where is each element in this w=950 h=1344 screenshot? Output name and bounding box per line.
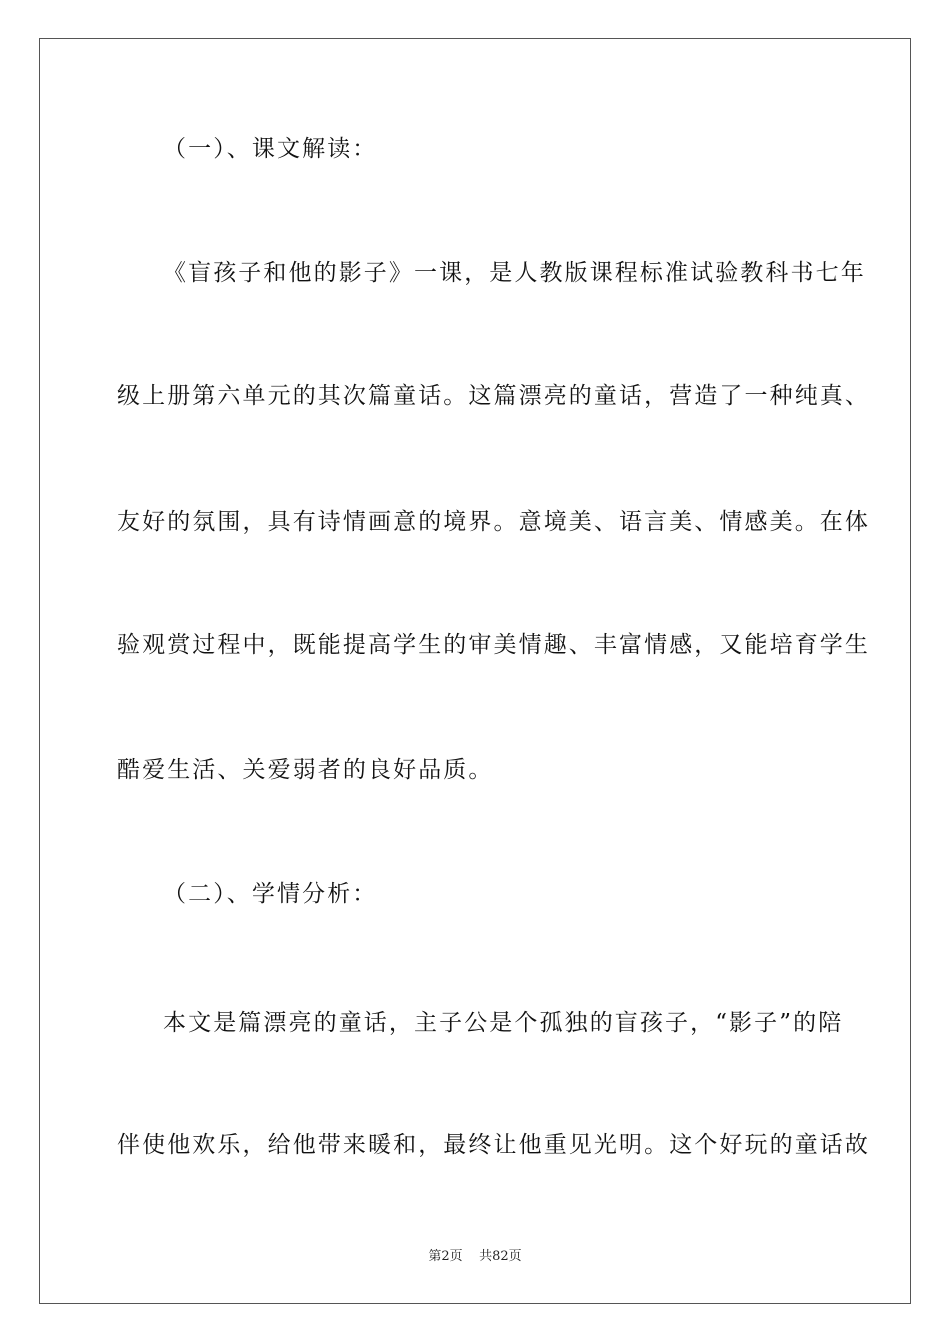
page-border: [39, 38, 911, 1304]
paragraph-line: 酷爱生活、关爱弱者的良好品质。: [117, 757, 494, 783]
page-number: 第2页: [428, 1249, 463, 1264]
paragraph-line: 友好的氛围，具有诗情画意的境界。意境美、语言美、情感美。在体: [117, 509, 870, 535]
section-heading-2: （二）、学情分析：: [163, 881, 378, 907]
section-heading-1: （一）、课文解读：: [163, 136, 378, 162]
page-footer: [0, 1248, 950, 1266]
paragraph-line: 级上册第六单元的其次篇童话。这篇漂亮的童话，营造了一种纯真、: [117, 383, 870, 409]
paragraph-line: 本文是篇漂亮的童话，主子公是个孤独的盲孩子，“影子”的陪: [163, 1010, 844, 1036]
page-total: 共82页: [479, 1249, 522, 1264]
paragraph-line: 伴使他欢乐，给他带来暖和，最终让他重见光明。这个好玩的童话故: [117, 1132, 870, 1158]
paragraph-line: 《盲孩子和他的影子》一课，是人教版课程标准试验教科书七年: [163, 260, 866, 286]
paragraph-line: 验观赏过程中，既能提高学生的审美情趣、丰富情感，又能培育学生: [117, 632, 870, 658]
